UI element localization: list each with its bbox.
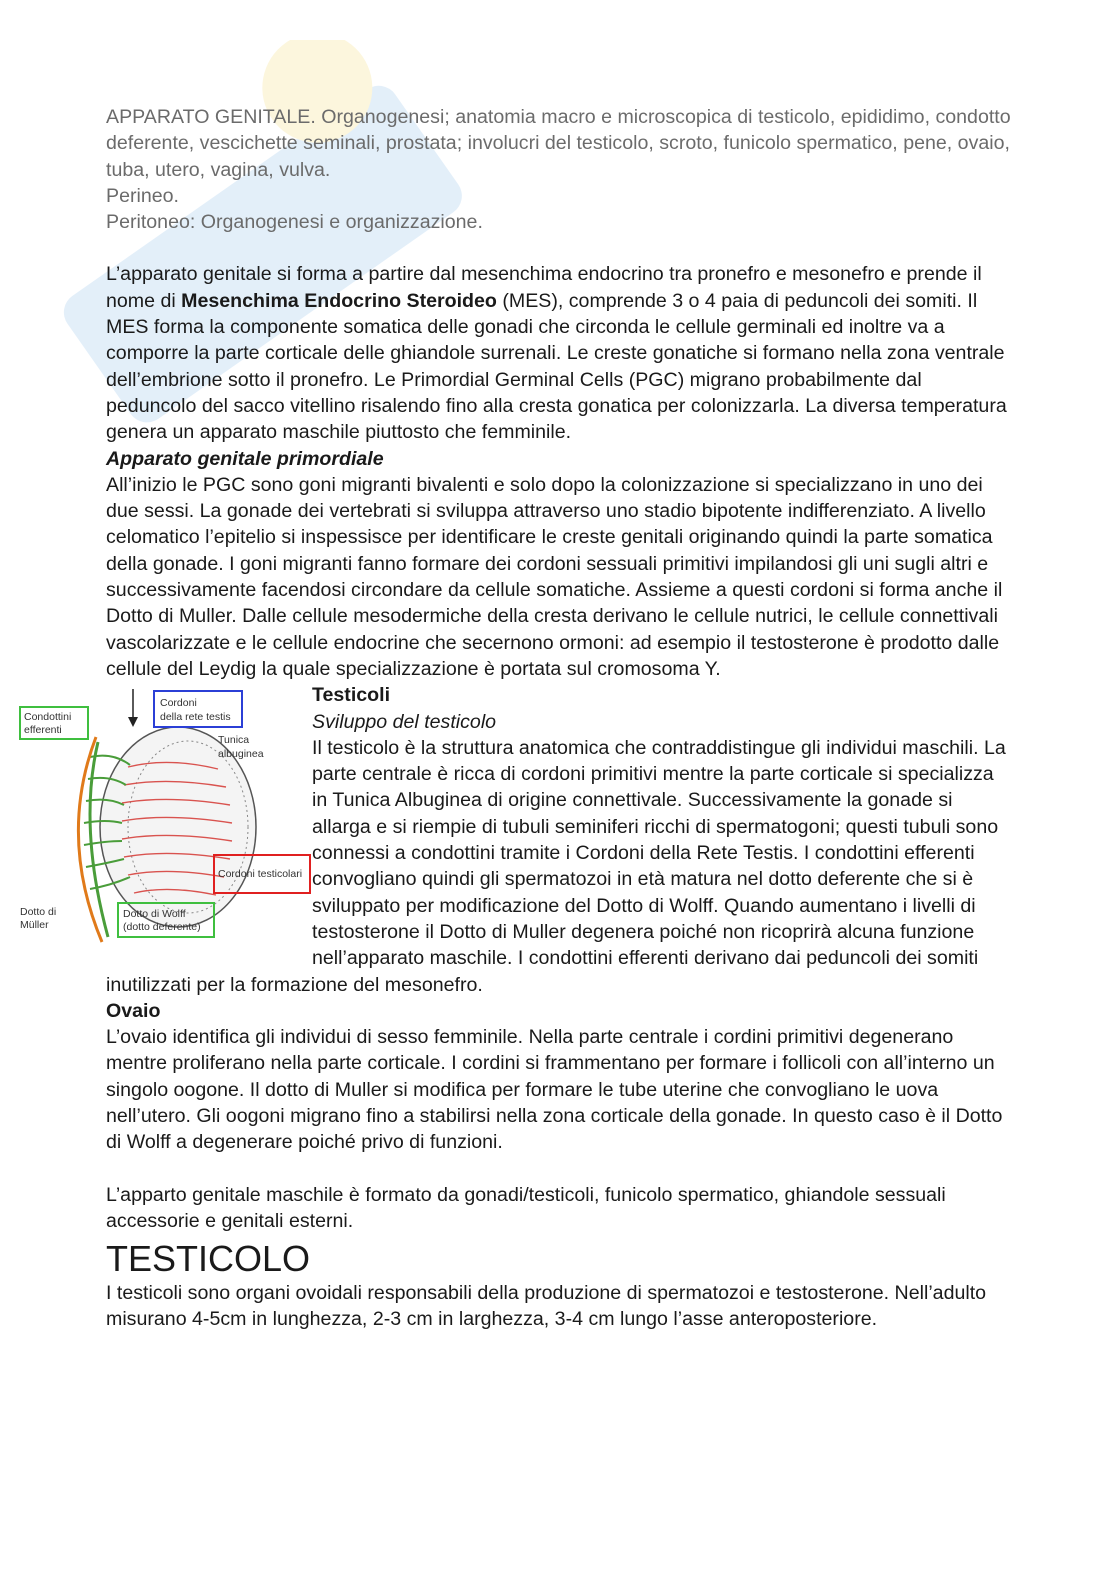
- label-condottini-2: efferenti: [24, 724, 62, 737]
- label-cordoni-testicolari: Cordoni testicolari: [218, 868, 303, 881]
- testicle-development-figure: [0, 687, 312, 945]
- document-page: [20, 104, 1011, 1333]
- paragraph-testicolo: I testicoli sono organi ovoidali responsabili della produzione di spermatozoi e testosterone. Nell’adulto misurano 4-5cm in lunghezza, 2-3 cm in larghezza, 3-4 cm lungo l’asse anteroposteriore.: [106, 1282, 987, 1331]
- label-tunica-1: Tunica: [218, 734, 250, 747]
- label-condottini-1: Condottini: [24, 711, 72, 724]
- paragraph-maschile: L’apparto genitale maschile è formato da gonadi/testicoli, funicolo spermatico, ghiandole sessuali accessorie e genitali esterni.: [106, 1183, 946, 1232]
- paragraph-mes-after: (MES), comprende 3 o 4 paia di peduncoli dei somiti. Il MES forma la componente somatica delle gonadi che circonda le cellule germinali ed inoltre va a comporre la parte corticale delle ghiandole surrenali. Le creste gonatiche si formano nella zona ventrale dell’embrione sotto il pronefro. Le Primordial Germinal Cells (PGC) migrano probabilmente dal peduncolo del sacco vitellino risalendo fino alla cresta gonatica per colonizzarla. La diversa temperatura genera un apparato maschile piuttosto che femminile.: [106, 289, 1007, 444]
- intro-perineo: Perineo.: [106, 184, 179, 207]
- spacer-2: [106, 1156, 1011, 1182]
- intro-peritoneo: Peritoneo: Organogenesi e organizzazione.: [106, 211, 483, 234]
- subheading-sviluppo: Sviluppo del testicolo: [312, 710, 497, 733]
- label-wolff-1: Dotto di Wolff: [123, 908, 186, 921]
- paragraph-mes-before: L’apparato genitale si forma a partire dal mesenchima endocrino tra pronefro e mesonefro e prende il nome di: [106, 263, 982, 312]
- intro-title: APPARATO GENITALE. Organogenesi; anatomia macro e microscopica di testicolo, epididimo, condotto deferente, vescichette seminali, prostata; involucri del testicolo, scroto, funicolo spermatico, pene, ovaio, tuba, utero, vagina, vulva.: [106, 106, 1011, 181]
- heading-testicoli: Testicoli: [312, 684, 391, 707]
- heading-testicolo: TESTICOLO: [106, 1238, 311, 1280]
- label-cordoni-rete-1: Cordoni: [160, 697, 197, 710]
- testicle-diagram: [18, 687, 313, 945]
- arrow-head: [128, 717, 138, 727]
- label-muller-1: Dotto di: [20, 906, 57, 919]
- paragraph-mes: [106, 261, 1011, 445]
- spacer: [106, 235, 1011, 261]
- heading-apparato-primordiale: Apparato genitale primordiale: [106, 447, 384, 470]
- paragraph-ovaio: L’ovaio identifica gli individui di sesso femminile. Nella parte centrale i cordini primitivi degenerano mentre proliferano nella parte corticale. I cordini si frammentano per formare i follicoli con all’interno un singolo oogone. Il dotto di Muller si modifica per formare le tube uterine che convogliano le uova nell’utero. Gli oogoni migrano fino a stabilirsi nella zona corticale della gonade. In questo caso è il Dotto di Wolff a degenerare poiché privo di funzioni.: [106, 1026, 1003, 1154]
- label-tunica-2: albuginea: [218, 748, 264, 761]
- label-wolff-2: (dotto deferente): [123, 921, 201, 934]
- label-muller-2: Müller: [20, 919, 49, 932]
- paragraph-primordiale: All’inizio le PGC sono goni migranti bivalenti e solo dopo la colonizzazione si specializzano in uno dei due sessi. La gonade dei vertebrati si sviluppa attraverso uno stadio bipotente indifferenziato. A livello celomatico l’epitelio si inspessisce per identificare le creste genitali originando quindi la parte somatica della gonade. I goni migranti fanno formare dei cordoni sessuali primitivi impilandosi gli uni sugli altri e successivamente facendosi circondare da cellule somatiche. Assieme a questi cordoni si forma anche il Dotto di Muller. Dalle cellule mesodermiche della cresta derivano le cellule nutrici, le cellule connettivali vascolarizzate e le cellule endocrine che secernono ormoni: ad esempio il testosterone è prodotto dalle cellule del Leydig la quale specializzazione è portata sul cromosoma Y.: [106, 473, 1003, 680]
- label-cordoni-rete-2: della rete testis: [160, 711, 231, 724]
- paragraph-mes-bold: Mesenchima Endocrino Steroideo: [181, 289, 497, 312]
- heading-ovaio: Ovaio: [106, 999, 161, 1022]
- paragraph-testicoli: Il testicolo è la struttura anatomica che contraddistingue gli individui maschili. La parte centrale è ricca di cordoni primitivi mentre la parte corticale si specializza in Tunica Albuginea di origine connettivale. Successivamente la gonade si allarga e si riempie di tubuli seminiferi ricchi di spermatogoni; questi tubuli sono connessi a condottini tramite i Cordoni della Rete Testis. I condottini efferenti convogliano quindi gli spermatozoi in età matura nel dotto deferente che si è sviluppato per modificazione del Dotto di Wolff. Quando aumentano i livelli di testosterone il Dotto di Muller degenera poiché non ricoprirà alcuna funzione nell’apparato maschile. I condottini efferenti derivano dai peduncoli dei somiti inutilizzati per la formazione del mesonefro.: [106, 736, 1006, 996]
